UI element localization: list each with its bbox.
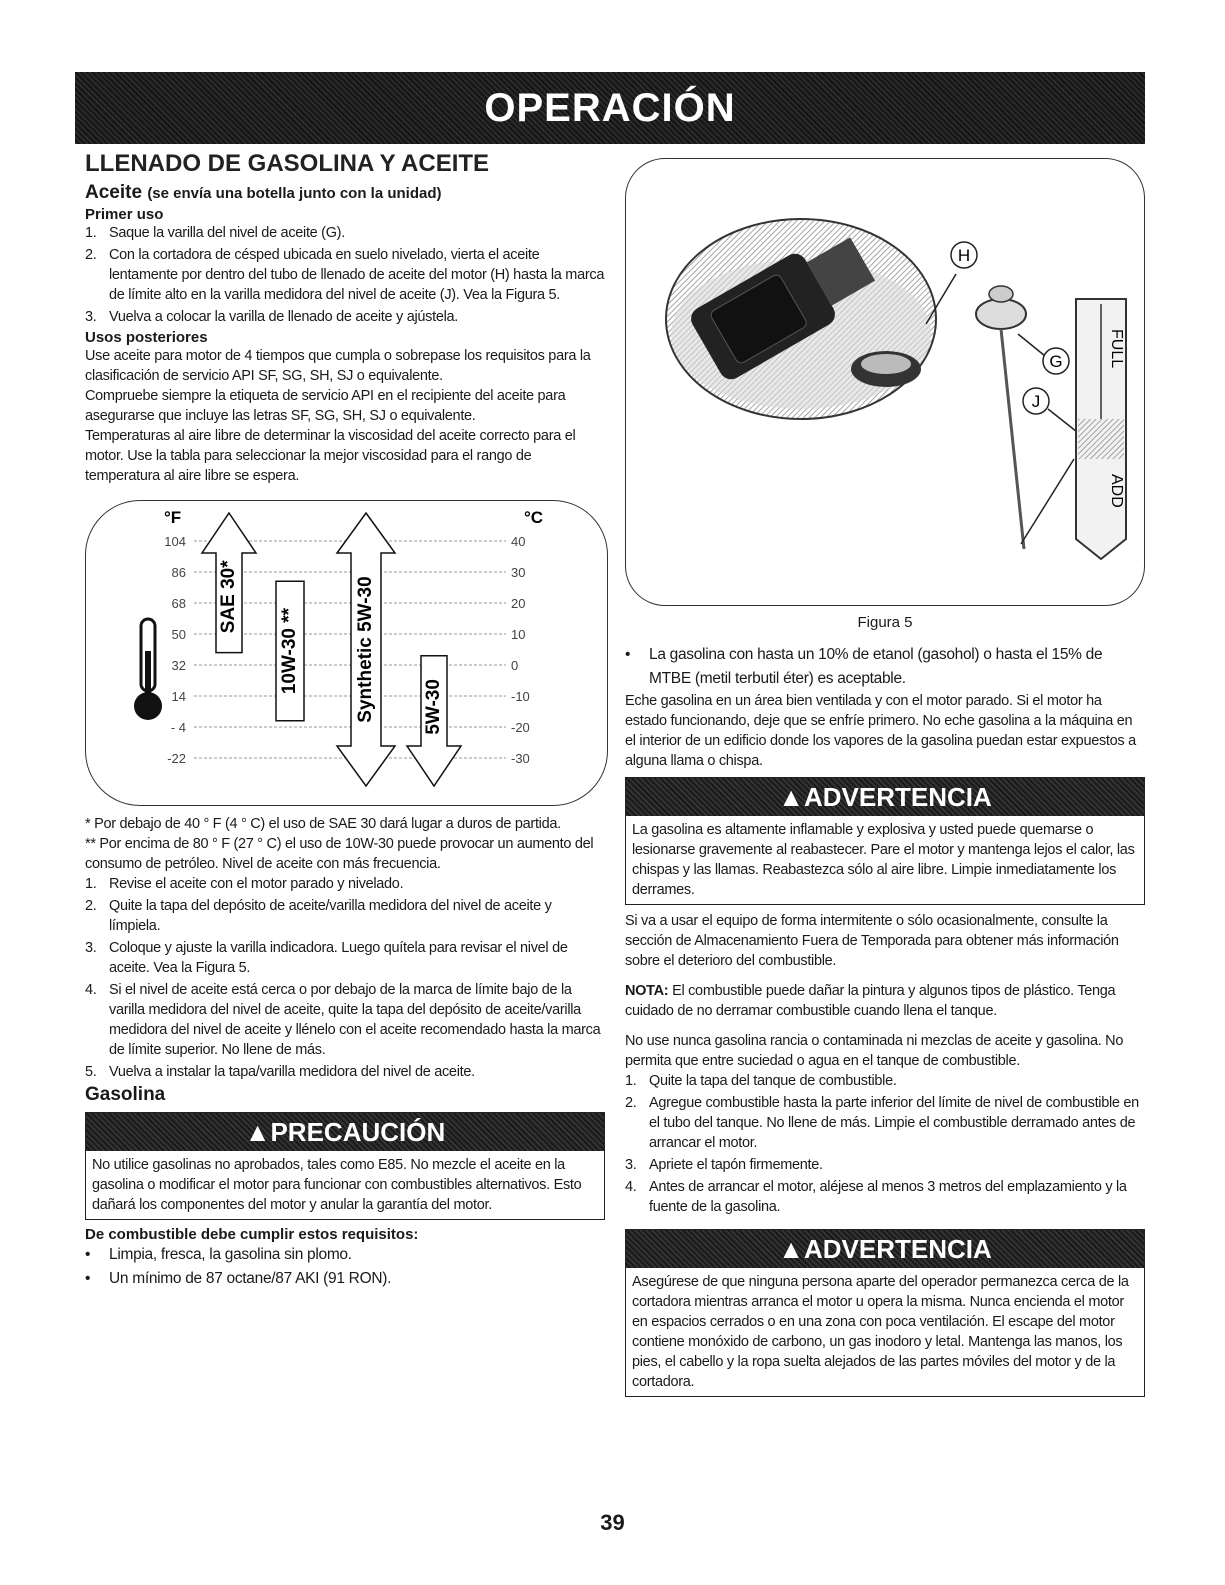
oil-check-step: 5. Vuelva a instalar la tapa/varilla medidora del nivel de aceite. <box>85 1064 475 1080</box>
warning-header-operation: ▲ADVERTENCIA <box>626 1230 1144 1268</box>
dipstick-full-label: FULL <box>1108 329 1125 369</box>
fuel-fill-step: 2. Agregue combustible hasta la parte inferior del límite de nivel de combustible en el tubo del tanque. No llene de más. Limpie el combustible derramado antes de arrancar el motor. <box>625 1095 1139 1151</box>
celsius-tick: 20 <box>511 596 526 611</box>
section-banner: OPERACIÓN <box>75 72 1145 144</box>
later-use-paragraph-2: Compruebe siempre la etiqueta de servicio API en el recipiente del aceite para asegurarse que incluye las letras SF, SG, SH, SJ o equivalente. <box>85 388 566 424</box>
warning-triangle-icon: ▲ <box>778 782 804 812</box>
unit-celsius: °C <box>524 508 544 527</box>
first-use-heading: Primer uso <box>85 206 164 223</box>
oil-check-step: 4. Si el nivel de aceite está cerca o por debajo de la marca de límite bajo de la varilla medidora del nivel de aceite, quite la tapa del depósito de aceite/varilla medidora del nivel de aceite y llénelo con el aceite recomendado hasta la marca de límite superior. No llene de más. <box>85 982 601 1058</box>
oil-viscosity-chart <box>85 500 608 806</box>
fuel-requirements-list <box>85 1243 605 1291</box>
first-use-step: 1. Saque la varilla del nivel de aceite (G). <box>85 225 345 241</box>
celsius-tick: 40 <box>511 534 526 549</box>
fahrenheit-tick: -22 <box>167 751 186 766</box>
page-number: 39 <box>600 1510 625 1535</box>
viscosity-bar-label: Synthetic 5W-30 <box>355 576 377 723</box>
viscosity-bar-label: 10W-30 ** <box>279 607 301 695</box>
unit-fahrenheit: °F <box>164 508 182 527</box>
viscosity-bar-label: 5W-30 <box>423 679 445 735</box>
fahrenheit-tick: 68 <box>171 596 186 611</box>
fuel-fill-step: 1. Quite la tapa del tanque de combustible. <box>625 1073 897 1089</box>
thermometer-bulb <box>134 692 162 720</box>
fahrenheit-tick: - 4 <box>170 720 186 735</box>
first-use-steps <box>85 223 605 327</box>
caution-text: No utilice gasolinas no aprobados, tales como E85. No mezcle el aceite en la gasolina o modificar el motor para funcionar con combustibles alternativos. Esto dañará los componentes del motor y anular la garantía del motor. <box>92 1157 582 1213</box>
section-title: LLENADO DE GASOLINA Y ACEITE <box>85 150 490 177</box>
fuel-fill-steps <box>625 1071 1145 1217</box>
warning-header-fuel: ▲ADVERTENCIA <box>626 778 1144 816</box>
refuel-paragraph: Eche gasolina en un área bien ventilada y con el motor parado. Si el motor ha estado funcionando, deje que se enfríe primero. No eche gasolina a la máquina en el interior de un edificio donde los vapores de la gasolina puedan estar expuestos a alguna llama o chispa. <box>625 693 1136 769</box>
gasoline-heading: Gasolina <box>85 1084 166 1105</box>
intermittent-use-paragraph: Si va a usar el equipo de forma intermitente o sólo ocasionalmente, consulte la sección de Almacenamiento Fuera de Temporada para obtener más información sobre el deterioro del combustible. <box>625 913 1119 969</box>
caution-box <box>85 1112 605 1220</box>
celsius-tick: 10 <box>511 627 526 642</box>
fuel-requirements-heading: De combustible debe cumplir estos requisitos: <box>85 1226 419 1243</box>
first-use-step: 2. Con la cortadora de césped ubicada en suelo nivelado, vierta el aceite lentamente por dentro del tubo de llenado de aceite del motor (H) hasta la marca de límite alto en la varilla medidora del nivel de aceite (J). Vea la Figura 5. <box>85 247 605 303</box>
stale-fuel-paragraph: No use nunca gasolina rancia o contaminada ni mezclas de aceite y gasolina. No permita que entre suciedad o agua en el tanque de combustible. <box>625 1033 1124 1069</box>
celsius-tick: -10 <box>511 689 530 704</box>
warning-text-fuel: La gasolina es altamente inflamable y explosiva y usted puede quemarse o lesionarse gravemente al reabastecer. Pare el motor y mantenga lejos el calor, las chispas y las llamas. Reabastezca sólo al aire libre. Limpie inmediatamente los derrames. <box>632 822 1135 898</box>
fuel-requirement-item: • Un mínimo de 87 octane/87 AKI (91 RON). <box>85 1270 392 1287</box>
warning-text-operation: Asegúrese de que ninguna persona aparte del operador permanezca cerca de la cortadora mientras arranca el motor u opera la misma. Nunca encienda el motor en espacios cerrados o en una zona con poca ventilación. El escape del motor contiene monóxido de carbono, un gas inodoro y letal. Mantenga las manos, los pies, el cabello y la ropa suelta alejados de las partes móviles del motor y de la cortadora. <box>632 1274 1129 1390</box>
figure-label-g: G <box>1049 352 1063 371</box>
footnote-10w30: ** Por encima de 80 ° F (27 ° C) el uso de 10W-30 puede provocar un aumento del consumo de petróleo. Nivel de aceite con más frecuencia. <box>85 836 594 872</box>
left-column <box>85 150 605 1291</box>
note-paragraph: NOTA: El combustible puede dañar la pintura y algunos tipos de plástico. Tenga cuidado de no derramar combustible cuando llena el tanque. <box>625 983 1116 1019</box>
celsius-tick: 30 <box>511 565 526 580</box>
fuel-requirement-item: • Limpia, fresca, la gasolina sin plomo. <box>85 1246 352 1263</box>
oil-heading: Aceite (se envía una botella junto con la unidad) <box>85 182 442 203</box>
warning-box-fuel <box>625 777 1145 905</box>
oil-fill-illustration <box>626 159 1145 606</box>
thermometer-fill <box>145 651 151 696</box>
oil-check-steps <box>85 874 605 1082</box>
later-use-paragraph-3: Temperaturas al aire libre de determinar la viscosidad del aceite correcto para el motor. Use la tabla para seleccionar la mejor viscosidad para el rango de temperatura al aire libre se espera. <box>85 428 576 484</box>
later-use-paragraph-1: Use aceite para motor de 4 tiempos que cumpla o sobrepase los requisitos para la clasificación de servicio API SF, SG, SH, SJ o equivalente. <box>85 348 591 384</box>
warning-triangle-icon: ▲ <box>778 1234 804 1264</box>
figure-caption: Figura 5 <box>857 614 913 631</box>
celsius-tick: 0 <box>511 658 519 673</box>
fahrenheit-tick: 50 <box>171 627 186 642</box>
figure-label-h: H <box>957 246 971 265</box>
first-use-step: 3. Vuelva a colocar la varilla de llenado de aceite y ajústela. <box>85 309 459 325</box>
warning-box-operation <box>625 1229 1145 1397</box>
fahrenheit-tick: 86 <box>171 565 186 580</box>
fahrenheit-tick: 14 <box>171 689 186 704</box>
oil-check-step: 1. Revise el aceite con el motor parado y nivelado. <box>85 876 404 892</box>
fahrenheit-tick: 104 <box>164 534 186 549</box>
celsius-tick: -30 <box>511 751 530 766</box>
figure-label-j: J <box>1031 392 1041 411</box>
fahrenheit-tick: 32 <box>171 658 186 673</box>
figure-5-illustration <box>625 158 1145 606</box>
caution-header: ▲PRECAUCIÓN <box>86 1113 604 1151</box>
viscosity-chart-svg <box>86 501 608 806</box>
oil-check-step: 2. Quite la tapa del depósito de aceite/varilla medidora del nivel de aceite y límpiela. <box>85 898 552 934</box>
warning-triangle-icon: ▲ <box>244 1117 271 1147</box>
footnote-sae30: * Por debajo de 40 ° F (4 ° C) el uso de SAE 30 dará lugar a duros de partida. <box>85 816 561 832</box>
later-use-heading: Usos posteriores <box>85 329 208 346</box>
right-column <box>625 158 1145 1403</box>
dipstick-add-label: ADD <box>1108 474 1125 508</box>
fuel-fill-step: 3. Apriete el tapón firmemente. <box>625 1157 823 1173</box>
oil-check-step: 3. Coloque y ajuste la varilla indicadora. Luego quítela para revisar el nivel de aceite. Vea la Figura 5. <box>85 940 568 976</box>
celsius-tick: -20 <box>511 720 530 735</box>
fuel-fill-step: 4. Antes de arrancar el motor, aléjese al menos 3 metros del emplazamiento y la fuente de la gasolina. <box>625 1179 1127 1215</box>
viscosity-bar-label: SAE 30* <box>218 560 240 634</box>
ethanol-bullet: • La gasolina con hasta un 10% de etanol (gasohol) o hasta el 15% de MTBE (metil terbutil éter) es aceptable. <box>625 646 1103 687</box>
